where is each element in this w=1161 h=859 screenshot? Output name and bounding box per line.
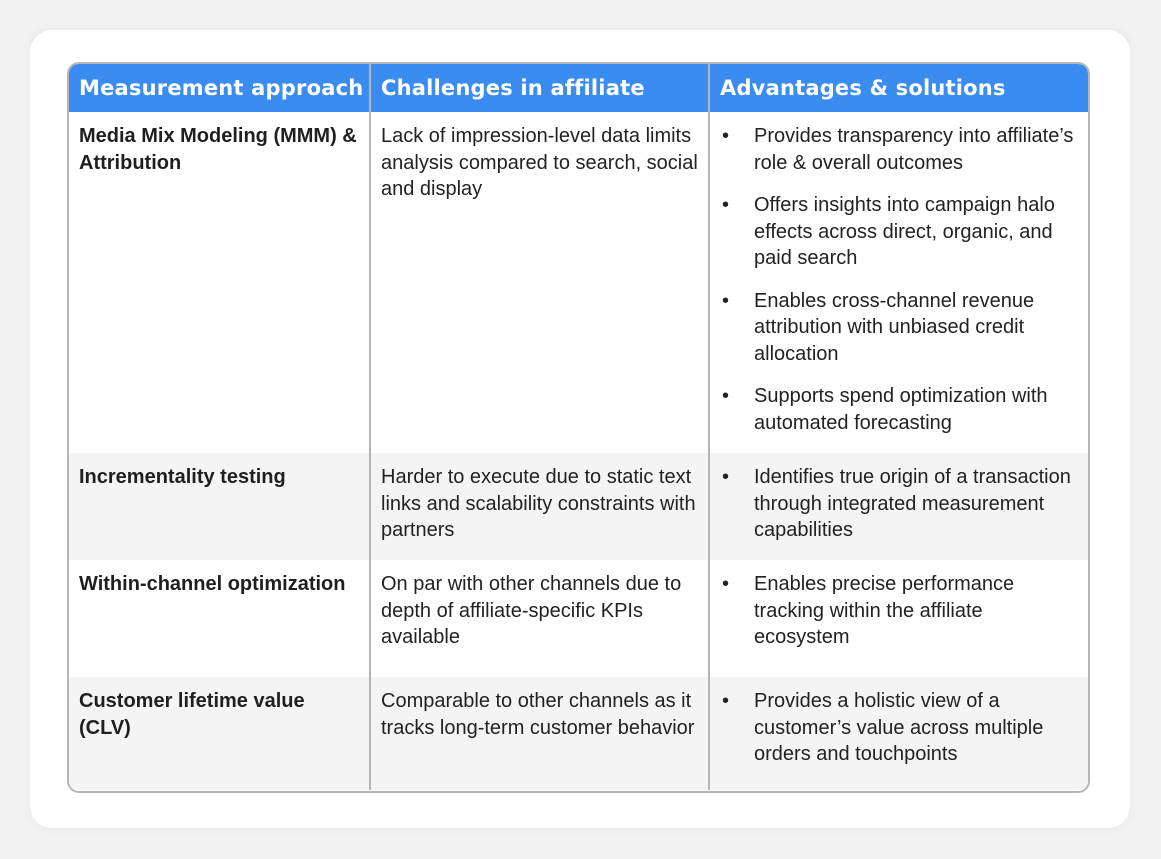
advantages-cell [709, 560, 1088, 677]
advantages-cell [709, 112, 1088, 453]
challenge-cell: On par with other channels due to depth of affiliate-specific KPIs available [370, 560, 709, 677]
advantage-text: Enables cross-channel revenue attribution with unbiased credit allocation [754, 289, 1035, 365]
list-item [720, 688, 1078, 768]
table-header-row [69, 64, 1088, 112]
advantages-list [720, 464, 1078, 544]
list-item [720, 464, 1078, 544]
column-header-challenges: Challenges in affiliate [370, 64, 709, 112]
challenge-cell: Harder to execute due to static text links and scalability constraints with partners [370, 453, 709, 560]
approach-cell: Incrementality testing [69, 453, 370, 560]
list-item [720, 383, 1078, 436]
column-header-approach: Measurement approach [69, 64, 370, 112]
comparison-table [69, 64, 1088, 790]
list-item [720, 192, 1078, 272]
table-row [69, 112, 1088, 453]
challenge-cell: Comparable to other channels as it tracks long-term customer behavior [370, 677, 709, 790]
bullet-icon: • [722, 690, 730, 712]
content-card [30, 30, 1130, 828]
advantages-list [720, 123, 1078, 436]
bullet-icon: • [722, 466, 730, 488]
comparison-table-frame [67, 62, 1090, 793]
challenge-cell: Lack of impression-level data limits analysis compared to search, social and display [370, 112, 709, 453]
column-header-advantages: Advantages & solutions [709, 64, 1088, 112]
approach-cell: Media Mix Modeling (MMM) & Attribution [79, 125, 357, 174]
approach-cell: Within-channel optimization [79, 573, 346, 595]
advantages-cell [709, 677, 1088, 790]
bullet-icon: • [722, 573, 730, 595]
advantage-text: Supports spend optimization with automated forecasting [754, 385, 1048, 434]
advantage-text: Identifies true origin of a transaction through integrated measurement capabilities [754, 466, 1071, 541]
advantage-text: Provides transparency into affiliate’s role & overall outcomes [754, 125, 1074, 174]
bullet-icon: • [722, 385, 730, 407]
advantages-cell [709, 453, 1088, 560]
advantage-text: Provides a holistic view of a customer’s value across multiple orders and touchpoints [754, 690, 1044, 765]
bullet-icon: • [722, 125, 730, 147]
bullet-icon: • [722, 289, 730, 312]
table-row [69, 453, 1088, 560]
advantage-text: Enables precise performance tracking within the affiliate ecosystem [754, 573, 1015, 648]
list-item [720, 571, 1078, 651]
bullet-icon: • [722, 194, 730, 216]
table-row [69, 560, 1088, 677]
approach-cell: Customer lifetime value (CLV) [69, 677, 370, 790]
list-item [720, 288, 1078, 368]
advantage-text: Offers insights into campaign halo effects across direct, organic, and paid search [754, 194, 1055, 269]
list-item [720, 123, 1078, 176]
table-row [69, 677, 1088, 790]
advantages-list [720, 571, 1078, 651]
advantages-list [720, 688, 1078, 768]
